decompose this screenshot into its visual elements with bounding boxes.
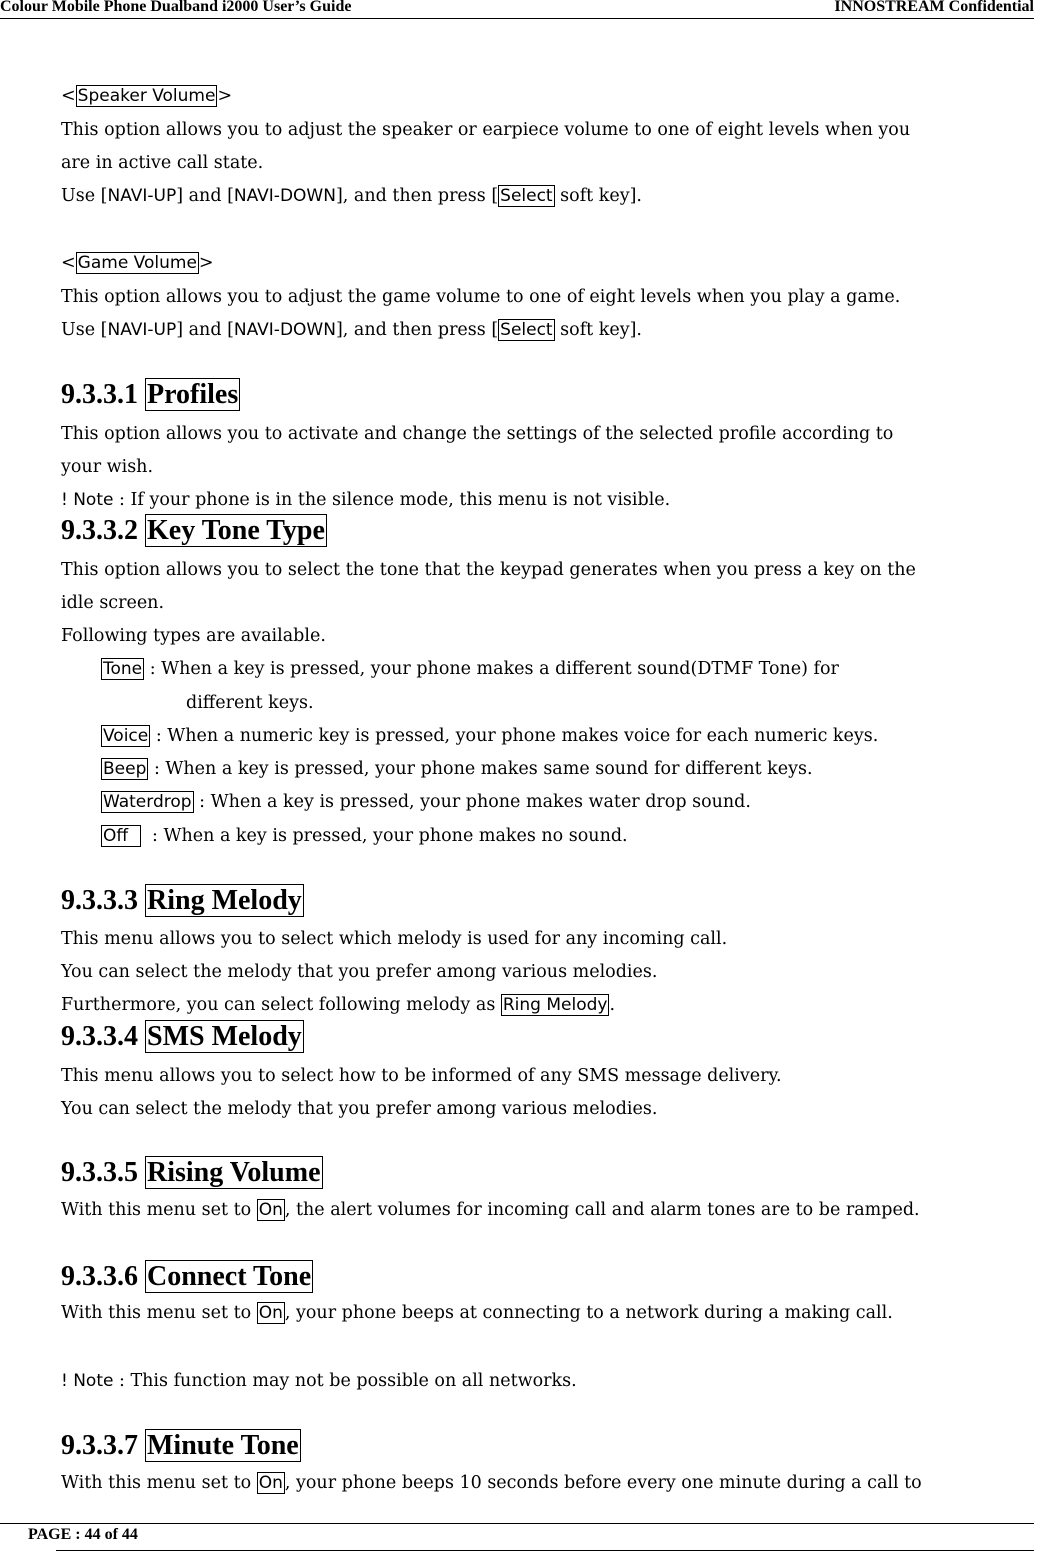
game-volume-desc: This option allows you to adjust the game volume to one of eight levels when you play a game. [61,287,901,307]
game-volume-usage: Use [NAVI-UP] and [NAVI-DOWN], and then press [ Select soft key]. [61,320,642,340]
section-heading-ring-melody: 9.3.3.3 Ring Melody [61,885,302,916]
section-heading-profiles: 9.3.3.1 Profiles [61,379,239,410]
speaker-volume-desc-2: are in active call state. [61,153,264,173]
speaker-volume-heading: < Speaker Volume > [61,86,233,106]
profiles-desc-2: your wish. [61,457,154,477]
select-softkey-label: Select [500,186,553,206]
key-tone-desc-2: idle screen. [61,593,165,613]
connect-tone-note: ! Note : This function may not be possible on all networks. [61,1371,577,1391]
profiles-desc-1: This option allows you to activate and change the settings of the selected profile according to [61,424,894,444]
list-item-off: Off : When a key is pressed, your phone makes no sound. [103,826,628,846]
section-heading-connect-tone: 9.3.3.6 Connect Tone [61,1261,312,1292]
ring-melody-desc-2: You can select the melody that you prefer among various melodies. [61,962,658,982]
page-number: PAGE : 44 of 44 [28,1526,138,1543]
key-tone-desc-1: This option allows you to select the tone that the keypad generates when you press a key on the [61,560,916,580]
header-confidential: INNOSTREAM Confidential [834,0,1034,15]
key-tone-desc-3: Following types are available. [61,626,326,646]
page-footer [0,1523,1034,1543]
page-header [0,0,1034,19]
game-volume-heading: < Game Volume > [61,253,214,273]
list-item-tone-cont: different keys. [186,693,314,713]
section-heading-key-tone-type: 9.3.3.2 Key Tone Type [61,515,325,546]
list-item-tone: Tone : When a key is pressed, your phone makes a different sound(DTMF Tone) for [103,659,839,679]
connect-tone-desc: With this menu set to On , your phone beeps at connecting to a network during a making call. [61,1303,893,1323]
speaker-volume-desc-1: This option allows you to adjust the speaker or earpiece volume to one of eight levels when you [61,120,911,140]
profiles-note: ! Note : If your phone is in the silence mode, this menu is not visible. [61,490,671,510]
select-softkey-label: Select [500,320,553,340]
sms-melody-desc-2: You can select the melody that you prefer among various melodies. [61,1099,658,1119]
minute-tone-desc: With this menu set to On , your phone beeps 10 seconds before every one minute during a call to [61,1473,922,1493]
rising-volume-desc: With this menu set to On , the alert volumes for incoming call and alarm tones are to be ramped. [61,1200,920,1220]
header-title: Colour Mobile Phone Dualband i2000 User’s Guide [0,0,352,15]
ring-melody-desc-3: Furthermore, you can select following melody as Ring Melody . [61,995,616,1015]
section-heading-rising-volume: 9.3.3.5 Rising Volume [61,1157,321,1188]
sms-melody-desc-1: This menu allows you to select how to be informed of any SMS message delivery. [61,1066,782,1086]
list-item-waterdrop: Waterdrop : When a key is pressed, your phone makes water drop sound. [103,792,751,812]
section-heading-sms-melody: 9.3.3.4 SMS Melody [61,1021,302,1052]
speaker-volume-usage: Use [NAVI-UP] and [NAVI-DOWN], and then press [ Select soft key]. [61,186,642,206]
speaker-volume-label: Speaker Volume [77,86,216,106]
list-item-beep: Beep : When a key is pressed, your phone makes same sound for different keys. [103,759,813,779]
section-heading-minute-tone: 9.3.3.7 Minute Tone [61,1430,299,1461]
ring-melody-desc-1: This menu allows you to select which melody is used for any incoming call. [61,929,728,949]
list-item-voice: Voice : When a numeric key is pressed, your phone makes voice for each numeric keys. [103,726,879,746]
game-volume-label: Game Volume [77,253,197,273]
